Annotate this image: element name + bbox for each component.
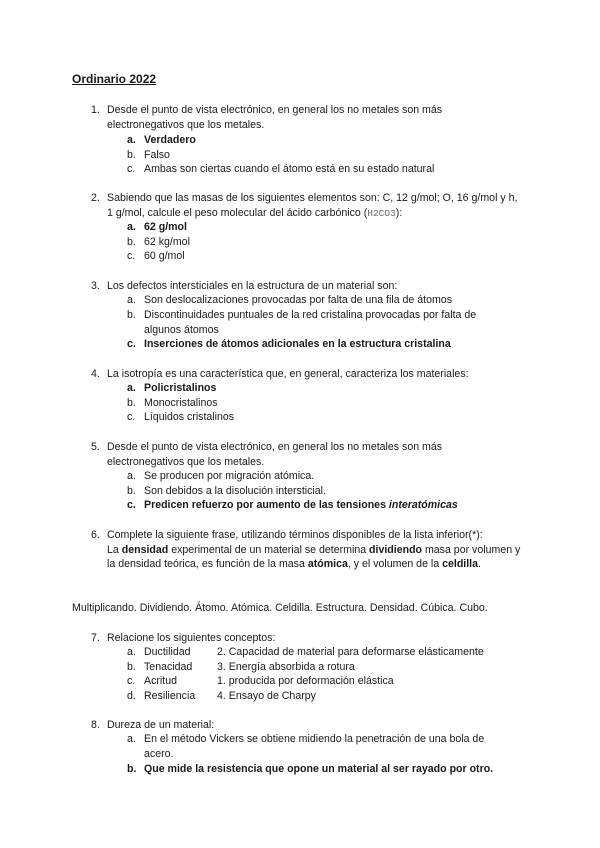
question-number: 3. bbox=[91, 280, 100, 292]
option-c: c. Inserciones de átomos adicionales en la estructura cristalina bbox=[127, 338, 451, 350]
question-text: Relacione los siguientes conceptos: bbox=[107, 632, 276, 644]
page-title: Ordinario 2022 bbox=[72, 72, 157, 86]
option-c: c. Líquidos cristalinos bbox=[127, 411, 235, 423]
question-number: 6. bbox=[91, 529, 100, 541]
option-a: a. Policristalinos bbox=[127, 382, 217, 394]
question-number: 8. bbox=[91, 719, 100, 731]
word-list: Multiplicando. Dividiendo. Átomo. Atómica. Celdilla. Estructura. Densidad. Cúbica. Cubo. bbox=[72, 602, 488, 614]
question-number: 1. bbox=[91, 104, 100, 116]
answer-word: dividiendo bbox=[369, 543, 423, 556]
question-text: Los defectos intersticiales en la estructura de un material son: bbox=[107, 280, 398, 292]
relation-row: b. Tenacidad 3. Energía absorbida a rotura bbox=[127, 661, 355, 673]
question-text: Sabiendo que las masas de los siguientes elementos son: C, 12 g/mol; O, 16 g/mol y h, 1 g/mol, calcule el peso molecular del ácido carbónico (H2CO3): bbox=[107, 192, 518, 219]
option-c: c. Ambas son ciertas cuando el átomo está en su estado natural bbox=[127, 163, 435, 175]
question-text: Complete la siguiente frase, utilizando términos disponibles de la lista inferior(*): La densidad experimental de un material se determina dividiendo masa por volumen y la densidad teórica, es función de la masa atómica, y el volumen de la celdilla. bbox=[107, 529, 521, 571]
option-b: b. Discontinuidades puntuales de la red cristalina provocadas por falta de algunos átomos bbox=[127, 309, 477, 336]
option-a: a. Se producen por migración atómica. bbox=[127, 470, 315, 482]
option-b: b. Son debidos a la disolución intersticial. bbox=[127, 485, 326, 497]
relation-row: a. Ductilidad 2. Capacidad de material para deformarse elásticamente bbox=[127, 646, 484, 658]
question-text: Dureza de un material: bbox=[107, 719, 215, 731]
option-a: a. Son deslocalizaciones provocadas por falta de una fila de átomos bbox=[127, 294, 452, 306]
option-a: a. Verdadero bbox=[127, 134, 196, 146]
question-text: La isotropía es una característica que, en general, caracteriza los materiales: bbox=[107, 368, 469, 380]
question-number: 5. bbox=[91, 441, 100, 453]
question-text: Desde el punto de vista electrónico, en general los no metales son más electronegativos que los metales. bbox=[107, 441, 443, 468]
option-b: b. Monocristalinos bbox=[127, 397, 218, 409]
option-b: b. Que mide la resistencia que opone un material al ser rayado por otro. bbox=[127, 763, 494, 775]
answer-word: densidad bbox=[121, 543, 169, 556]
option-b: b. Falso bbox=[127, 149, 170, 161]
option-a: a. En el método Vickers se obtiene midiendo la penetración de una bola de acero. bbox=[127, 733, 485, 760]
option-c: c. Predicen refuerzo por aumento de las tensiones interatómicas bbox=[127, 499, 458, 511]
question-number: 2. bbox=[91, 192, 100, 204]
option-c: c. 60 g/mol bbox=[127, 250, 185, 262]
answer-word: atómica bbox=[307, 558, 348, 571]
option-a: a. 62 g/mol bbox=[127, 221, 187, 233]
question-number: 7. bbox=[91, 632, 100, 644]
italic-term: interatómicas bbox=[388, 499, 458, 511]
relation-row: d. Resiliencia 4. Ensayo de Charpy bbox=[127, 690, 316, 702]
question-number: 4. bbox=[91, 368, 100, 380]
question-text: Desde el punto de vista electrónico, en general los no metales son más electronegativos que los metales. bbox=[107, 104, 443, 131]
relation-row: c. Acritud 1. producida por deformación elástica bbox=[127, 675, 394, 687]
answer-word: celdilla bbox=[442, 558, 479, 571]
chemical-formula: H2CO3 bbox=[367, 207, 396, 219]
option-b: b. 62 kg/mol bbox=[127, 236, 190, 248]
